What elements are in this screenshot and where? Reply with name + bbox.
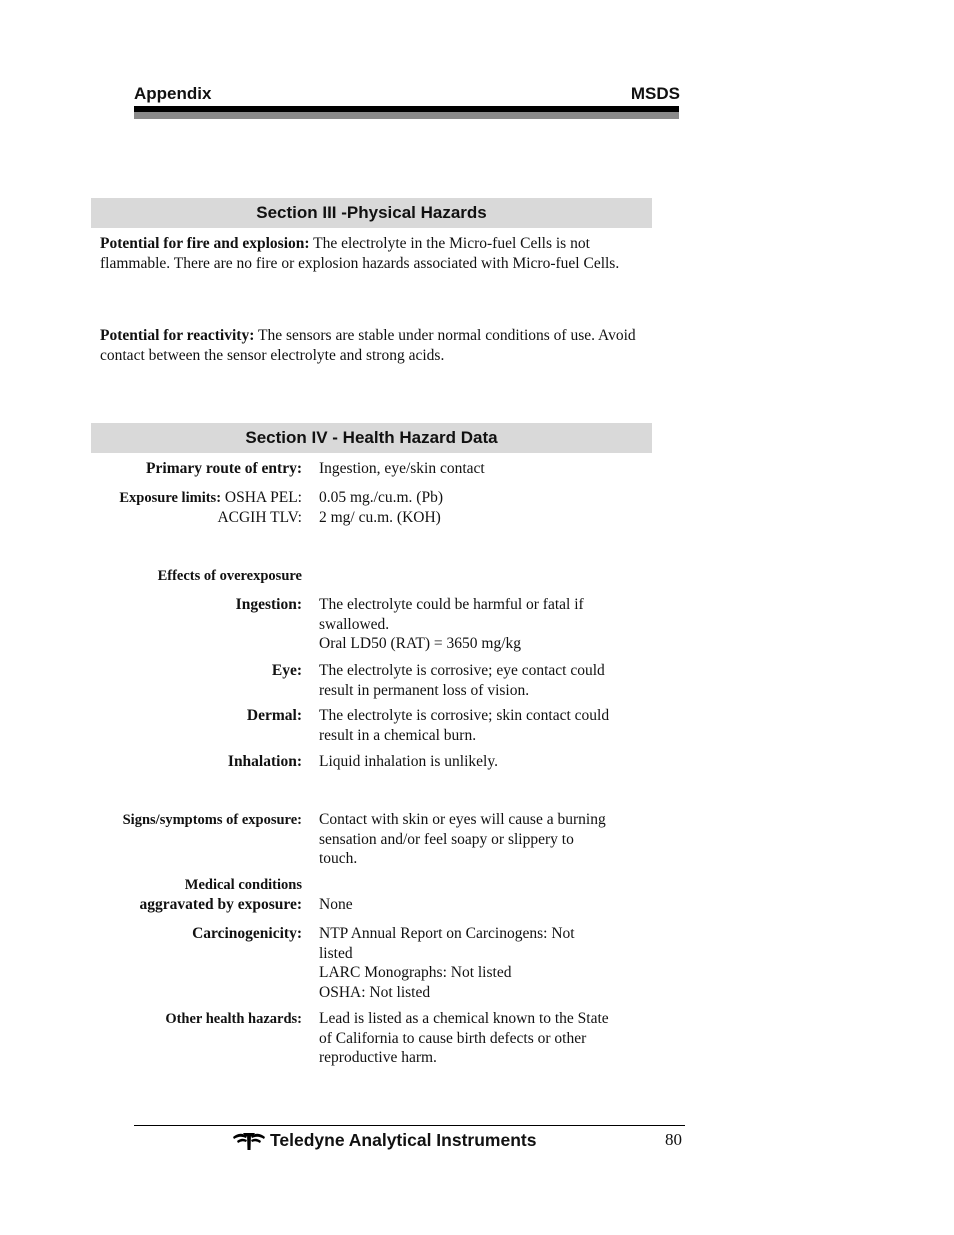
osha-label: OSHA PEL:	[221, 489, 302, 506]
acgih-label: ACGIH TLV:	[217, 509, 302, 526]
reactivity-text: The sensors are stable under normal conditions of use. Avoid contact between the sensor electrolyte and strong acids.	[100, 327, 636, 364]
header-msds: MSDS	[630, 84, 680, 103]
route-label: Primary route of entry:	[146, 460, 302, 477]
inhalation-value: Liquid inhalation is unlikely.	[319, 753, 498, 770]
fire-label: Potential for fire and explosion:	[100, 235, 310, 252]
section3-title: Section III -Physical Hazards	[91, 198, 652, 228]
dermal-label: Dermal:	[246, 707, 302, 724]
medical-value: None	[319, 896, 353, 913]
eye-label: Eye:	[271, 662, 302, 679]
footer-brand-text: Teledyne Analytical Instruments	[270, 1129, 537, 1150]
carcinogenicity-value: NTP Annual Report on Carcinogens: Not listed LARC Monographs: Not listed OSHA: Not listed	[319, 925, 575, 1001]
reactivity-paragraph	[100, 326, 640, 366]
ingestion-label: Ingestion:	[235, 596, 302, 613]
teledyne-logo-icon	[231, 1129, 267, 1151]
page-number: 80	[665, 1130, 682, 1149]
signs-label: Signs/symptoms of exposure:	[122, 812, 302, 828]
footer-brand	[231, 1128, 536, 1152]
header-rule-gray	[134, 112, 679, 119]
medical-label: Medical conditions aggravated by exposure:	[139, 877, 302, 913]
reactivity-label: Potential for reactivity:	[100, 327, 255, 344]
carcinogenicity-label: Carcinogenicity:	[192, 925, 302, 942]
other-hazards-label: Other health hazards:	[165, 1011, 302, 1027]
exposure-label: Exposure limits:	[119, 490, 222, 506]
effects-label: Effects of overexposure	[157, 568, 302, 584]
exposure-label-row	[91, 488, 302, 508]
dermal-value: The electrolyte is corrosive; skin contact could result in a chemical burn.	[319, 707, 610, 744]
signs-value: Contact with skin or eyes will cause a burning sensation and/or feel soapy or slippery to touch.	[319, 811, 606, 867]
fire-text: The electrolyte in the Micro-fuel Cells is not flammable. There are no fire or explosion hazards associated with Micro-fuel Cells.	[100, 235, 620, 272]
eye-value: The electrolyte is corrosive; eye contact could result in permanent loss of vision.	[319, 662, 605, 699]
inhalation-label: Inhalation:	[227, 753, 302, 770]
acgih-value: 2 mg/ cu.m. (KOH)	[319, 509, 441, 526]
footer-rule	[134, 1125, 685, 1126]
section4-title: Section IV - Health Hazard Data	[91, 423, 652, 453]
header-appendix: Appendix	[134, 84, 212, 103]
route-value: Ingestion, eye/skin contact	[319, 460, 485, 477]
fire-paragraph	[100, 234, 640, 274]
osha-value: 0.05 mg./cu.m. (Pb)	[319, 489, 443, 506]
ingestion-value: The electrolyte could be harmful or fatal if swallowed. Oral LD50 (RAT) = 3650 mg/kg	[319, 596, 584, 652]
other-hazards-value: Lead is listed as a chemical known to the State of California to cause birth defects or other reproductive harm.	[319, 1010, 609, 1066]
